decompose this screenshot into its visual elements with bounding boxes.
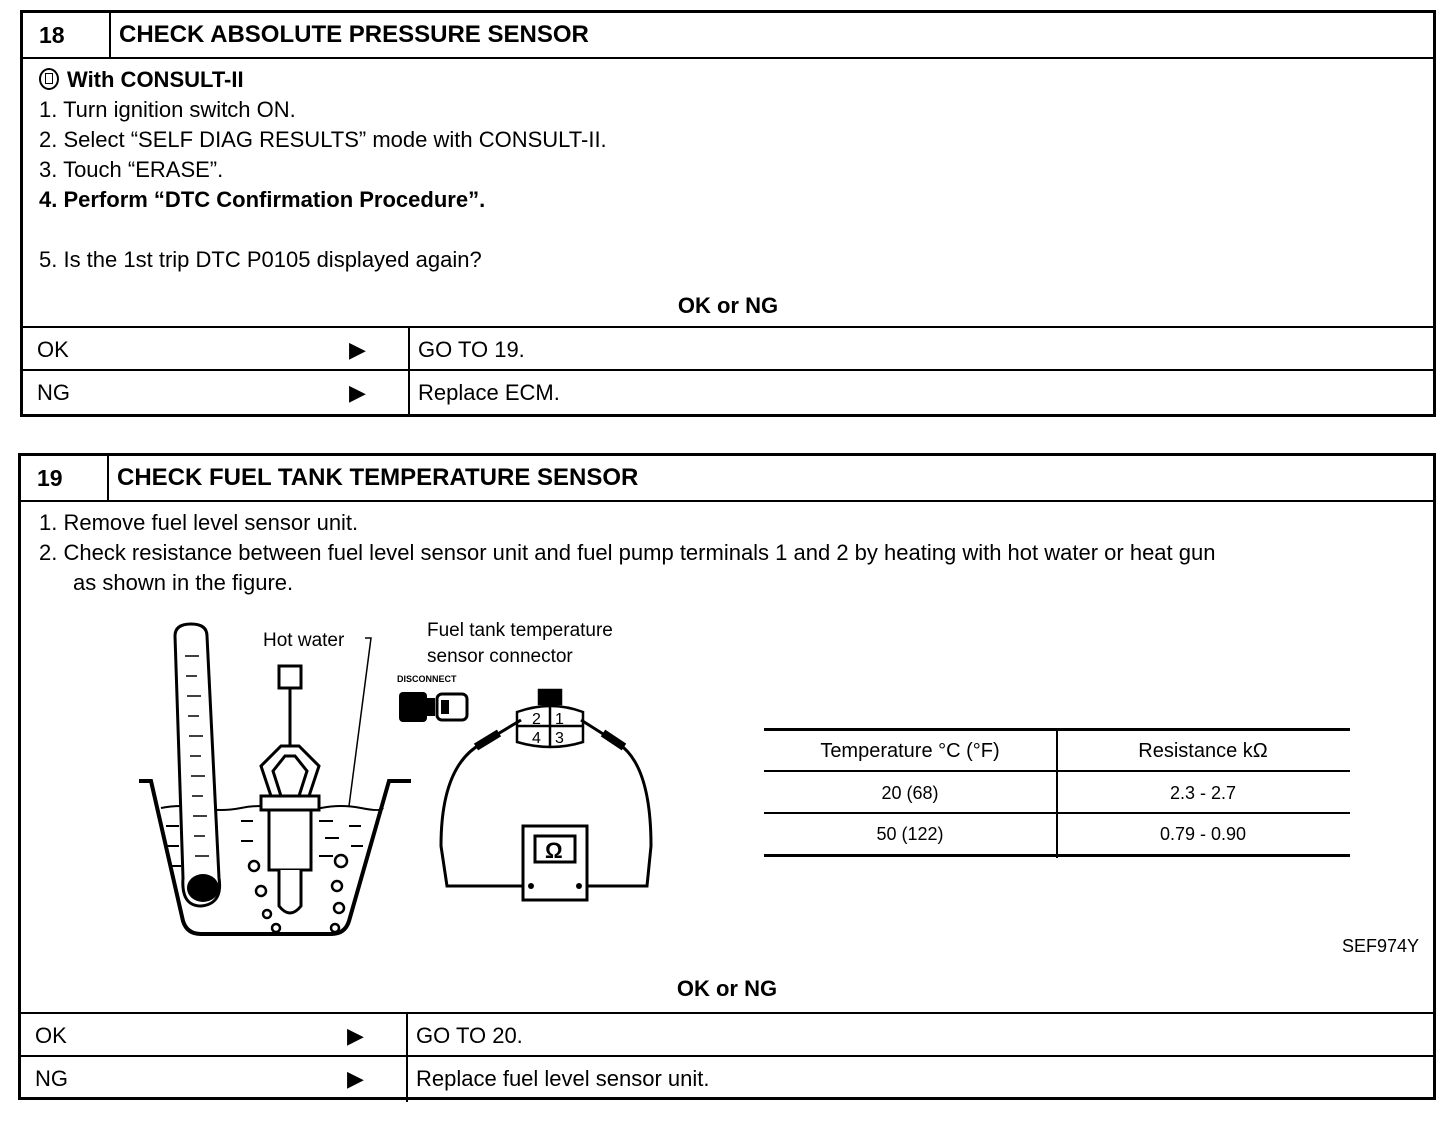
table-row-rule xyxy=(764,812,1350,814)
arrow-icon: ▶ xyxy=(349,337,366,362)
step-19-2: 2. Check resistance between fuel level sensor unit and fuel pump terminals 1 and 2 by heating with hot water or heat gun xyxy=(39,540,1216,565)
step-18-1: 1. Turn ignition switch ON. xyxy=(39,97,296,122)
consult-label-row xyxy=(39,67,244,93)
okng-label-19: OK or NG xyxy=(676,976,778,1001)
table-cell: 0.79 - 0.90 xyxy=(1159,824,1247,844)
table-header-resistance: Resistance kΩ xyxy=(1138,740,1268,762)
consult-label: With CONSULT-II xyxy=(67,67,244,92)
step-18-4: 4. Perform “DTC Confirmation Procedure”. xyxy=(39,187,486,212)
terminal-1: 1 xyxy=(555,711,564,728)
section-19-header xyxy=(21,456,1433,502)
thermometer xyxy=(175,624,220,906)
step-19-1: 1. Remove fuel level sensor unit. xyxy=(39,510,359,535)
row-divider xyxy=(408,328,410,371)
row-divider xyxy=(406,1057,408,1102)
sensor-test-figure xyxy=(121,616,681,946)
section-19-title: CHECK FUEL TANK TEMPERATURE SENSOR xyxy=(117,464,639,491)
result-key: NG xyxy=(35,1066,68,1091)
result-key: NG xyxy=(37,380,70,405)
result-row-ok-19 xyxy=(21,1012,1433,1057)
table-cell: 50 (122) xyxy=(876,824,944,844)
section-19-number: 19 xyxy=(21,456,109,500)
arrow-icon: ▶ xyxy=(349,380,366,405)
hot-water-label: Hot water xyxy=(263,630,345,651)
table-cell: 2.3 - 2.7 xyxy=(1169,783,1237,803)
section-18 xyxy=(20,10,1436,417)
terminal-4: 4 xyxy=(532,730,541,747)
consult-icon xyxy=(39,68,59,90)
okng-label-18: OK or NG xyxy=(677,293,779,318)
result-key: OK xyxy=(37,337,69,362)
row-divider xyxy=(406,1014,408,1057)
result-row-ok-18 xyxy=(23,326,1433,371)
arrow-icon: ▶ xyxy=(347,1066,364,1091)
result-action: Replace ECM. xyxy=(418,380,560,405)
result-action: GO TO 20. xyxy=(416,1023,523,1048)
table-header-temperature: Temperature °C (°F) xyxy=(820,740,1000,762)
section-18-title: CHECK ABSOLUTE PRESSURE SENSOR xyxy=(119,21,589,48)
ohm-symbol: Ω xyxy=(545,838,563,863)
result-row-ng-19 xyxy=(21,1055,1433,1102)
connector-label-2: sensor connector xyxy=(427,646,573,667)
arrow-icon: ▶ xyxy=(347,1023,364,1048)
row-divider xyxy=(408,371,410,416)
figure-code: SEF974Y xyxy=(1341,936,1419,956)
step-19-2-cont: as shown in the figure. xyxy=(73,570,294,595)
result-action: Replace fuel level sensor unit. xyxy=(416,1066,710,1091)
result-key: OK xyxy=(35,1023,67,1048)
terminal-2: 2 xyxy=(532,711,541,728)
section-19 xyxy=(18,453,1436,1100)
table-cell: 20 (68) xyxy=(881,783,939,803)
sensor-connector xyxy=(517,690,583,748)
connector-label-1: Fuel tank temperature xyxy=(427,620,613,641)
result-row-ng-18 xyxy=(23,369,1433,416)
disconnect-label: DISCONNECT xyxy=(397,674,457,684)
result-action: GO TO 19. xyxy=(418,337,525,362)
step-18-5: 5. Is the 1st trip DTC P0105 displayed again? xyxy=(39,247,482,272)
step-18-3: 3. Touch “ERASE”. xyxy=(39,157,224,182)
terminal-3: 3 xyxy=(555,730,564,747)
table-header-rule xyxy=(764,770,1350,772)
step-18-2: 2. Select “SELF DIAG RESULTS” mode with CONSULT-II. xyxy=(39,127,607,152)
table-bottom-rule xyxy=(764,854,1350,857)
disconnect-icon xyxy=(399,692,467,722)
resistance-table xyxy=(764,728,1350,858)
sensor-unit xyxy=(261,666,319,913)
section-18-header xyxy=(23,13,1433,59)
section-18-number: 18 xyxy=(23,13,111,57)
